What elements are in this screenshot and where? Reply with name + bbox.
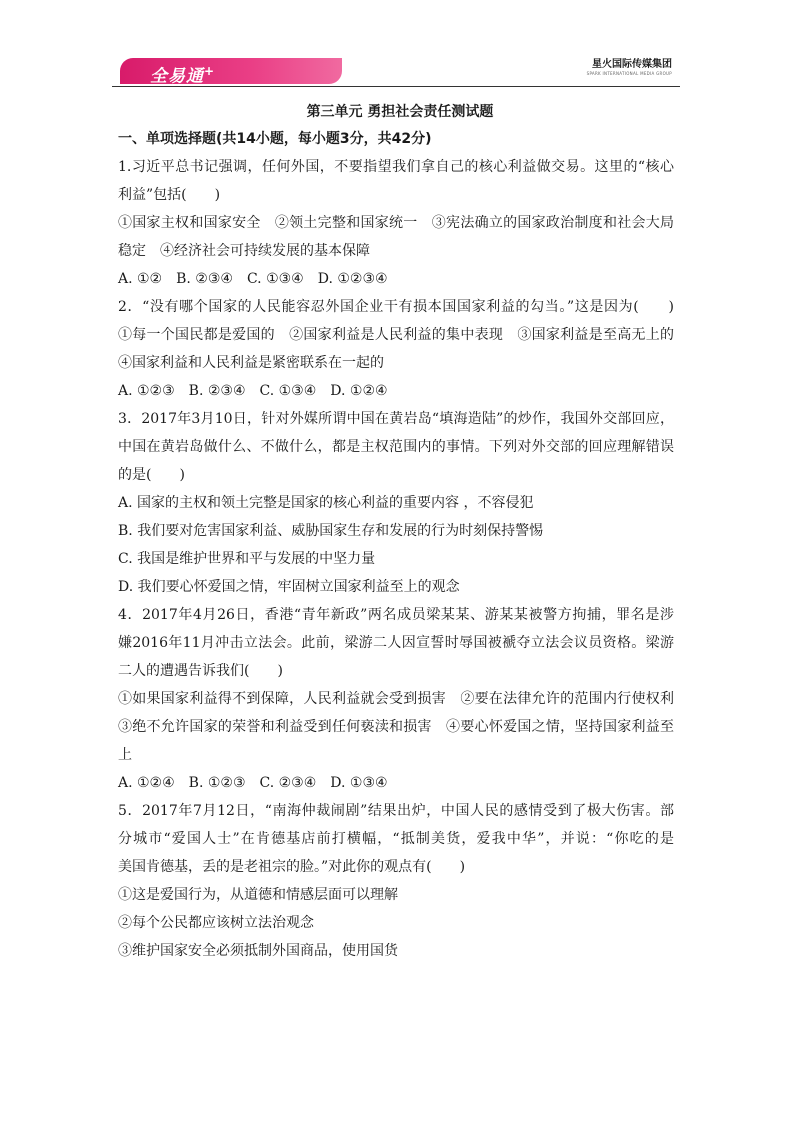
text-line: C. 我国是维护世界和平与发展的中坚力量 bbox=[118, 551, 376, 567]
text-line: 二人的遭遇告诉我们( ) bbox=[118, 663, 283, 679]
text-line: 1.习近平总书记强调，任何外国，不要指望我们拿自己的核心利益做交易。这里的“核心 bbox=[118, 159, 674, 175]
text-line: ③维护国家安全必须抵制外国商品，使用国货 bbox=[118, 943, 398, 959]
text-line: ①这是爱国行为，从道德和情感层面可以理解 bbox=[118, 887, 398, 903]
section-heading: 一、单项选择题(共14小题，每小题3分，共42分) bbox=[118, 131, 432, 147]
text-line: ①如果国家利益得不到保障，人民利益就会受到损害 ②要在法律允许的范围内行使权利 bbox=[118, 691, 674, 707]
text-line: 嫌2016年11月冲击立法会。此前，梁游二人因宣誓时辱国被褫夺立法会议员资格。梁游 bbox=[118, 635, 674, 651]
logo-plus: + bbox=[204, 64, 216, 78]
text-line: 的是( ) bbox=[118, 467, 185, 483]
text-line: 上 bbox=[118, 747, 132, 763]
text-line: B. 我们要对危害国家利益、威胁国家生存和发展的行为时刻保持警惕 bbox=[118, 523, 544, 539]
question-content bbox=[118, 125, 674, 965]
text-line: ④国家利益和人民利益是紧密联系在一起的 bbox=[118, 355, 384, 371]
brand-subtitle: SPARK INTERNATIONAL MEDIA GROUP bbox=[586, 71, 672, 76]
text-line: ①国家主权和国家安全 ②领土完整和国家统一 ③宪法确立的国家政治制度和社会大局 bbox=[118, 215, 674, 231]
text-line: 中国在黄岩岛做什么、不做什么，都是主权范围内的事情。下列对外交部的回应理解错误 bbox=[118, 439, 674, 455]
header-rule bbox=[112, 86, 680, 87]
brand bbox=[587, 58, 672, 77]
brand-name: 星火国际传媒集团 bbox=[592, 59, 672, 70]
logo bbox=[120, 58, 342, 87]
logo-text: 全易通 bbox=[150, 66, 204, 87]
text-line: 5．2017年7月12日，“南海仲裁闹剧”结果出炉，中国人民的感情受到了极大伤害。部 bbox=[118, 803, 674, 819]
text-line: A. ①②④ B. ①②③ C. ②③④ D. ①③④ bbox=[118, 775, 388, 791]
text-line: ①每一个国民都是爱国的 ②国家利益是人民利益的集中表现 ③国家利益是至高无上的 bbox=[118, 327, 674, 343]
text-line: 分城市“爱国人士”在肯德基店前打横幅，“抵制美货，爱我中华”，并说：“你吃的是 bbox=[118, 831, 674, 847]
text-line: 3．2017年3月10日，针对外媒所谓中国在黄岩岛“填海造陆”的炒作，我国外交部回应， bbox=[118, 411, 674, 427]
text-line: 4．2017年4月26日，香港“青年新政”两名成员梁某某、游某某被警方拘捕，罪名是涉 bbox=[118, 607, 674, 623]
text-line: ②每个公民都应该树立法治观念 bbox=[118, 915, 314, 931]
text-line: ③绝不允许国家的荣誉和利益受到任何亵渎和损害 ④要心怀爱国之情，坚持国家利益至 bbox=[118, 719, 674, 735]
text-line: 美国肯德基，丢的是老祖宗的脸。”对此你的观点有( ) bbox=[118, 859, 466, 875]
text-line: A. ①②③ B. ②③④ C. ①③④ D. ①②④ bbox=[118, 383, 388, 399]
text-line: 利益”包括( ) bbox=[118, 187, 221, 203]
text-line: A. ①② B. ②③④ C. ①③④ D. ①②③④ bbox=[118, 271, 388, 287]
page-title: 第三单元 勇担社会责任测试题 bbox=[306, 104, 494, 120]
text-line: A. 国家的主权和领土完整是国家的核心利益的重要内容 ，不容侵犯 bbox=[118, 495, 534, 511]
page-header bbox=[112, 56, 676, 88]
text-line: D. 我们要心怀爱国之情，牢固树立国家利益至上的观念 bbox=[118, 579, 460, 595]
text-line: 稳定 ④经济社会可持续发展的基本保障 bbox=[118, 243, 370, 259]
text-line: 2．“没有哪个国家的人民能容忍外国企业干有损本国国家利益的勾当。”这是因为( ) bbox=[118, 299, 674, 315]
